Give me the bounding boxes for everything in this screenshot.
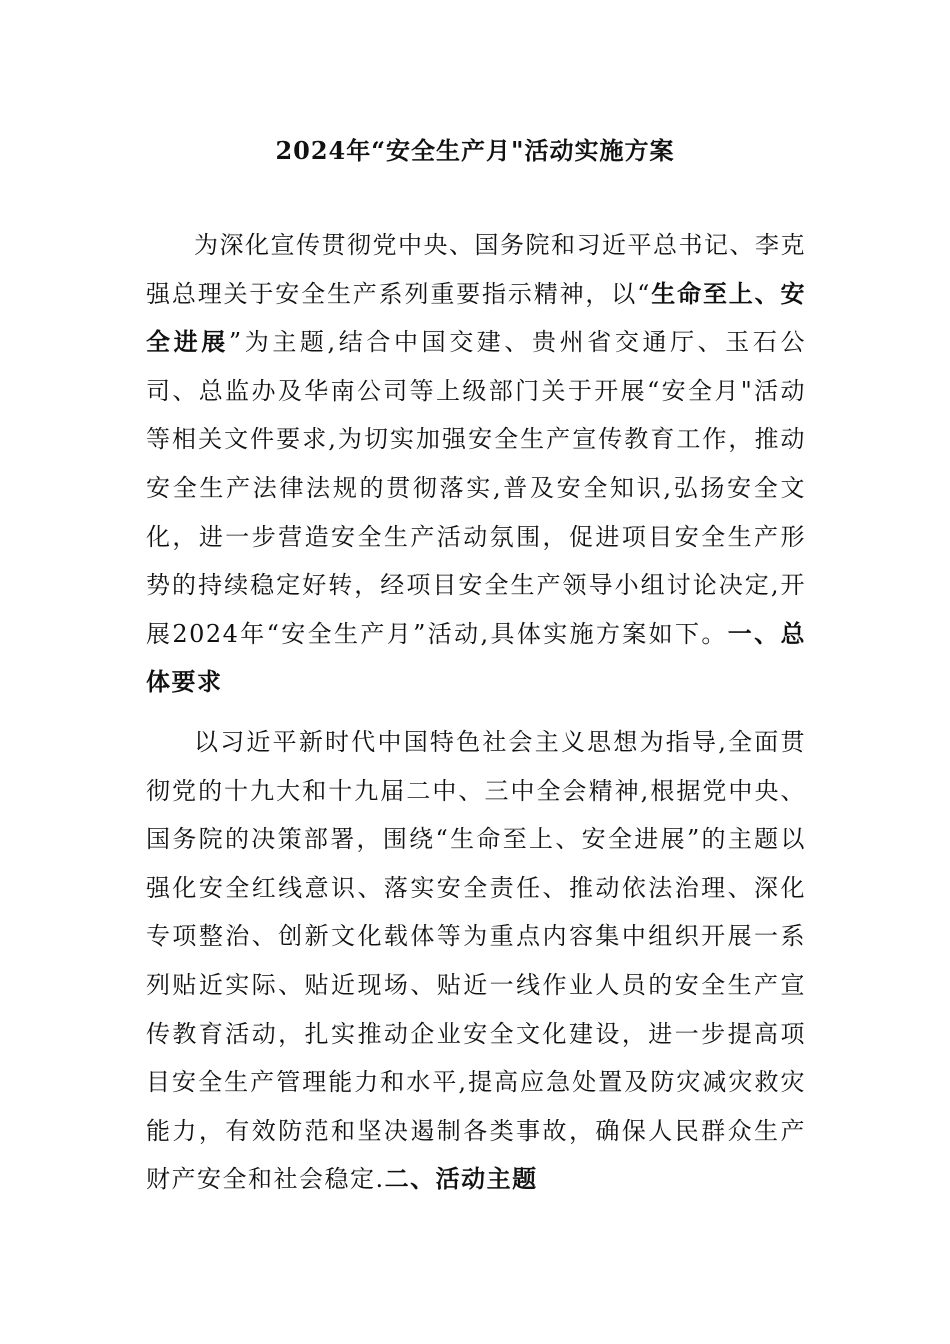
section-heading-general-requirements: 一、总体要求: [146, 618, 806, 697]
requirements-paragraph: [146, 718, 806, 1204]
intro-text: 为深化宣传贯彻党中央、国务院和习近平总书记、李克强总理关于安全生产系列重要指示精神，以“: [146, 231, 806, 308]
intro-paragraph: [146, 221, 806, 707]
requirements-text: 以习近平新时代中国特色社会主义思想为指导,全面贯彻党的十九大和十九届二中、三中全会精神,根据党中央、国务院的决策部署，围绕“生命至上、安全进展”的主题以强化安全红线意识、落实安全责任、推动依法治理、深化专项整治、创新文化载体等为重点内容集中组织开展一系列贴近实际、贴近现场、贴近一线作业人员的安全生产宣传教育活动，扎实推动企业安全文化建设，进一步提高项目安全生产管理能力和水平,提高应急处置及防灾减灾救灾能力，有效防范和坚决遏制各类事故，确保人民群众生产财产安全和社会稳定.: [146, 728, 806, 1194]
document-title: 2024年“安全生产月"活动实施方案: [275, 136, 675, 165]
theme-bold-text: 生命至上、安全进展: [146, 278, 806, 357]
intro-text-continued: ”为主题,结合中国交建、贵州省交通厅、玉石公司、总监办及华南公司等上级部门关于开展“安全月"活动等相关文件要求,为切实加强安全生产宣传教育工作，推动安全生产法律法规的贯彻落实,普及安全知识,弘扬安全文化，进一步营造安全生产活动氛围，促进项目安全生产形势的持续稳定好转，经项目安全生产领导小组讨论决定,开展2024年“安全生产月”活动,具体实施方案如下。: [146, 328, 806, 648]
section-heading-activity-theme: 二、活动主题: [384, 1164, 538, 1194]
